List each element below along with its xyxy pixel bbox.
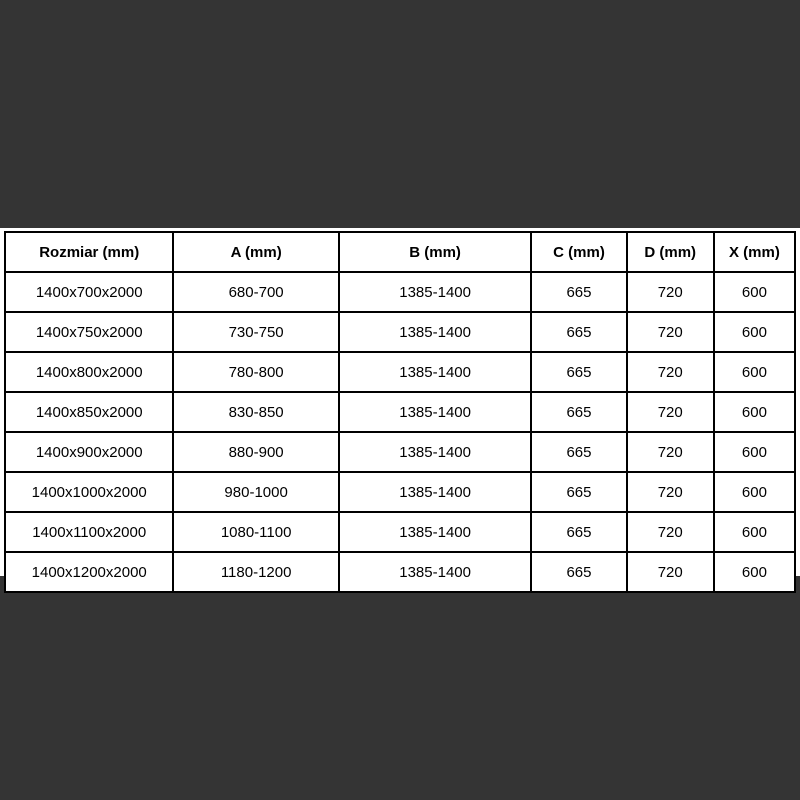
size-cell: 1400x850x2000: [5, 392, 173, 432]
b-cell: 1385-1400: [339, 552, 532, 592]
c-cell: 665: [531, 432, 626, 472]
d-cell: 720: [627, 352, 714, 392]
header-row: [5, 232, 795, 272]
c-cell: 665: [531, 312, 626, 352]
d-cell: 720: [627, 272, 714, 312]
size-cell: 1400x700x2000: [5, 272, 173, 312]
table-row: [5, 472, 795, 512]
a-cell: 880-900: [173, 432, 338, 472]
table-row: [5, 512, 795, 552]
table-row: [5, 272, 795, 312]
x-cell: 600: [714, 272, 795, 312]
a-cell: 980-1000: [173, 472, 338, 512]
a-cell: 1180-1200: [173, 552, 338, 592]
x-cell: 600: [714, 432, 795, 472]
x-cell: 600: [714, 312, 795, 352]
table-row: [5, 312, 795, 352]
c-cell: 665: [531, 552, 626, 592]
column-header-rozmiar: Rozmiar (mm): [5, 232, 173, 272]
x-cell: 600: [714, 472, 795, 512]
size-cell: 1400x800x2000: [5, 352, 173, 392]
size-cell: 1400x1100x2000: [5, 512, 173, 552]
d-cell: 720: [627, 432, 714, 472]
c-cell: 665: [531, 392, 626, 432]
c-cell: 665: [531, 272, 626, 312]
dimension-spec-table: [4, 231, 796, 593]
a-cell: 780-800: [173, 352, 338, 392]
table-band: [0, 228, 800, 581]
d-cell: 720: [627, 512, 714, 552]
table-row: [5, 552, 795, 592]
table-row: [5, 392, 795, 432]
a-cell: 680-700: [173, 272, 338, 312]
table-row: [5, 352, 795, 392]
b-cell: 1385-1400: [339, 312, 532, 352]
a-cell: 830-850: [173, 392, 338, 432]
column-header-a: A (mm): [173, 232, 338, 272]
x-cell: 600: [714, 552, 795, 592]
b-cell: 1385-1400: [339, 352, 532, 392]
a-cell: 1080-1100: [173, 512, 338, 552]
column-header-b: B (mm): [339, 232, 532, 272]
table-row: [5, 432, 795, 472]
b-cell: 1385-1400: [339, 272, 532, 312]
b-cell: 1385-1400: [339, 432, 532, 472]
size-cell: 1400x900x2000: [5, 432, 173, 472]
size-cell: 1400x750x2000: [5, 312, 173, 352]
x-cell: 600: [714, 512, 795, 552]
d-cell: 720: [627, 472, 714, 512]
d-cell: 720: [627, 312, 714, 352]
a-cell: 730-750: [173, 312, 338, 352]
d-cell: 720: [627, 392, 714, 432]
c-cell: 665: [531, 472, 626, 512]
c-cell: 665: [531, 512, 626, 552]
b-cell: 1385-1400: [339, 512, 532, 552]
b-cell: 1385-1400: [339, 472, 532, 512]
size-cell: 1400x1000x2000: [5, 472, 173, 512]
d-cell: 720: [627, 552, 714, 592]
size-cell: 1400x1200x2000: [5, 552, 173, 592]
b-cell: 1385-1400: [339, 392, 532, 432]
x-cell: 600: [714, 392, 795, 432]
column-header-c: C (mm): [531, 232, 626, 272]
column-header-d: D (mm): [627, 232, 714, 272]
column-header-x: X (mm): [714, 232, 795, 272]
c-cell: 665: [531, 352, 626, 392]
x-cell: 600: [714, 352, 795, 392]
